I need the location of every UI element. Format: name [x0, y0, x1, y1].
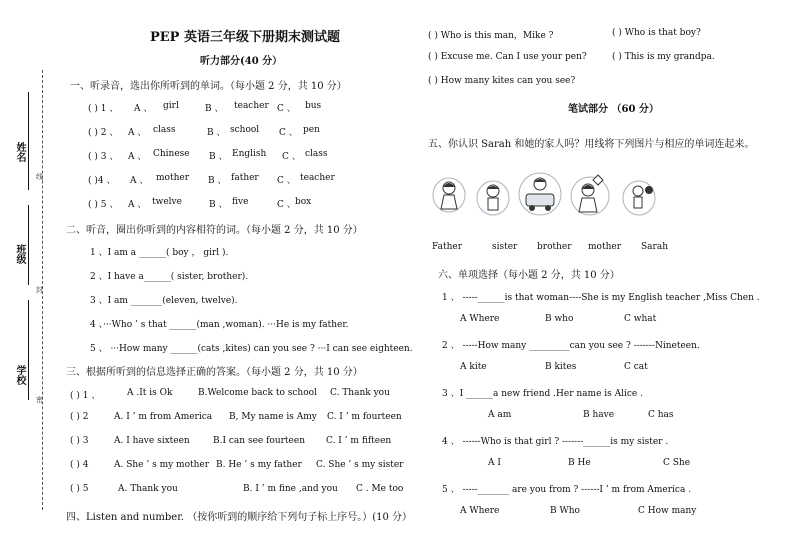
- woman-kite-figure-icon: [570, 172, 610, 216]
- family-word: Sarah: [641, 242, 668, 252]
- s6-question: 5 、 -----_______ are you from ? ------I ’ m from America .: [442, 485, 692, 495]
- girl-figure-icon: [432, 175, 466, 213]
- s3-row: ( ) 4 A. She ’ s my mother B. He ’ s my father C. She ’ s my sister: [70, 460, 404, 470]
- s2-line: 2 、I have a______( sister, brother).: [90, 272, 249, 282]
- s6-question: 4 、 ------Who is that girl ? -------______is my sister .: [442, 437, 669, 447]
- s6-option: A kite: [460, 362, 487, 372]
- s6-question: 1 、 -----______is that woman----She is my English teacher ,Miss Chen .: [442, 293, 760, 303]
- s6-option: C She: [663, 458, 691, 468]
- class-line: [28, 205, 29, 285]
- s4-cont-row: ( ) Who is this man，Mike ? ( ) Who is that boy?: [428, 28, 701, 41]
- man-car-figure-icon: [518, 172, 562, 216]
- s6-option: A Where: [460, 506, 500, 516]
- s2-line: 3 、I am _______(eleven, twelve).: [90, 296, 238, 306]
- section6-heading: 六、单项选择（每小题 2 分，共 10 分）: [438, 270, 620, 281]
- s6-option: B He: [568, 458, 591, 468]
- s2-line: 1 、I am a ______( boy ， girl ).: [90, 248, 229, 258]
- section2-heading: 二、听音，圈出你听到的内容相符的词。（每小题 2 分，共 10 分）: [66, 225, 363, 236]
- s1-row: ( ) 1 、 A 、 girl B 、 teacher C 、 bus: [88, 101, 322, 114]
- s3-row: ( ) 3 A. I have sixteen B.I can see fourteen C. I ’ m fifteen: [70, 436, 392, 446]
- s6-question: 2 、 -----How many _________can you see ? -------Nineteen.: [442, 341, 700, 351]
- s3-row: ( ) 2 A. I ’ m from America B, My name is Amy C. I ’ m fourteen: [70, 412, 402, 422]
- boy-figure-icon: [476, 178, 510, 216]
- s6-option: C has: [648, 410, 674, 420]
- s6-option: B who: [545, 314, 574, 324]
- seal-mark-1: 线: [36, 173, 43, 181]
- name-label: 姓名: [14, 142, 25, 162]
- s1-row: ( ) 2 、 A 、 class B 、 school C 、 pen: [88, 125, 320, 138]
- seal-mark-3: 密: [36, 396, 43, 404]
- s6-option: A am: [488, 410, 512, 420]
- s1-row: ( )4 、 A 、 mother B 、 father C 、 teacher: [88, 173, 335, 186]
- school-label: 学校: [14, 365, 25, 385]
- section5-heading: 五、你认识 Sarah 和她的家人吗？用线将下列图片与相应的单词连起来。: [428, 139, 755, 150]
- s1-row: ( ) 3 、 A 、 Chinese B 、 English C 、 class: [88, 149, 328, 162]
- s6-option: B have: [583, 410, 615, 420]
- section3-heading: 三、根据所听到的信息选择正确的答案。（每小题 2 分，共 10 分）: [66, 367, 363, 378]
- class-label: 班级: [14, 244, 25, 264]
- s6-option: B kites: [545, 362, 577, 372]
- kid-ball-figure-icon: [622, 178, 656, 216]
- s2-line: 5 、 ···How many ______(cats ,kites) can you see ? ···I can see eighteen.: [90, 344, 413, 354]
- s4-cont-row: ( ) How many kites can you see?: [428, 76, 576, 86]
- s6-option: C cat: [624, 362, 648, 372]
- s1-row: ( ) 5 、 A 、 twelve B 、 five C 、 box: [88, 197, 312, 210]
- s6-question: 3 、I ______a new friend .Her name is Alice .: [442, 389, 643, 399]
- listening-heading: 听力部分(40 分）: [200, 56, 283, 67]
- written-heading: 笔试部分 （60 分）: [568, 104, 659, 115]
- family-word: Father: [432, 242, 463, 252]
- family-word: brother: [537, 242, 572, 252]
- s6-option: A I: [488, 458, 501, 468]
- section1-heading: 一、听录音，选出你所听到的单词。（每小题 2 分，共 10 分）: [70, 81, 347, 92]
- section4-heading: 四、Listen and number. （按你听到的顺序给下列句子标上序号。）(10 分）: [66, 512, 413, 523]
- family-word: mother: [588, 242, 621, 252]
- s2-line: 4 、···Who ’ s that ______(man ,woman). ···He is my father.: [90, 320, 349, 330]
- family-word: sister: [492, 242, 518, 252]
- s3-row: ( ) 5 A. Thank you B. I ’ m fine ,and you C . Me too: [70, 484, 404, 494]
- seal-mark-2: 封: [36, 286, 43, 294]
- s6-option: B Who: [550, 506, 580, 516]
- s3-row: ( ) 1 、 A .It is Ok B.Welcome back to school C. Thank you: [70, 388, 390, 401]
- school-line: [28, 300, 29, 400]
- s6-option: C How many: [638, 506, 697, 516]
- s4-cont-row: ( ) Excuse me. Can I use your pen? ( ) This is my grandpa.: [428, 52, 715, 62]
- page-title: PEP 英语三年级下册期末测试题: [150, 30, 340, 45]
- s6-option: A Where: [460, 314, 500, 324]
- s6-option: C what: [624, 314, 657, 324]
